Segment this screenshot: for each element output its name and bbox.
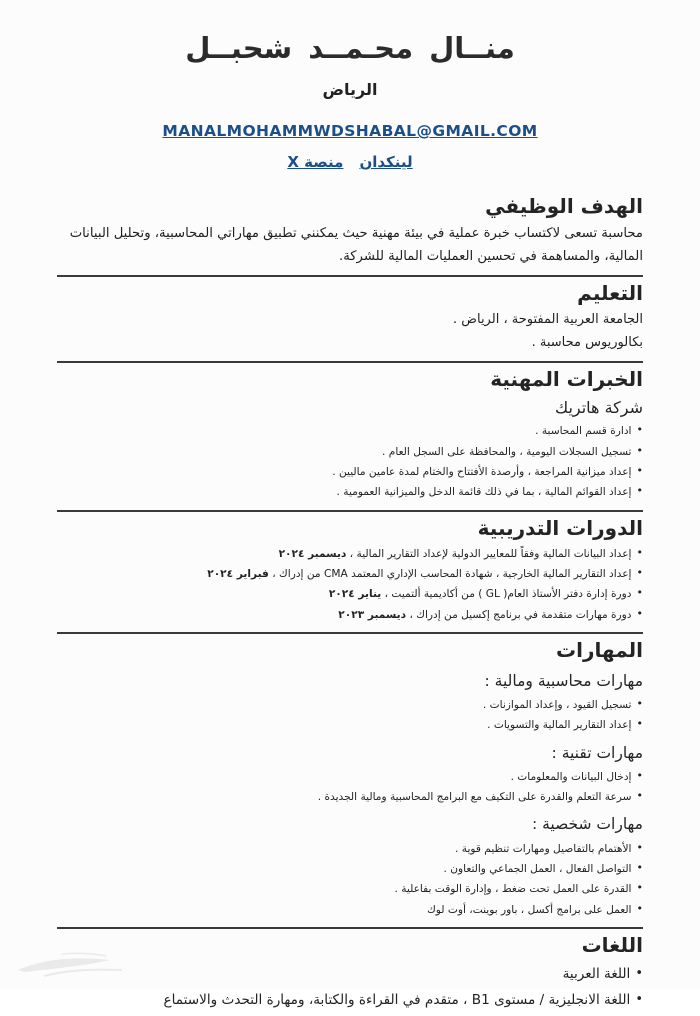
- list-item: [57, 787, 643, 807]
- courses-title: الدورات التدريبية: [477, 515, 643, 540]
- skills-title: المهارات: [556, 637, 643, 662]
- education-title: التعليم: [577, 281, 643, 306]
- bullet-dot-icon: •: [636, 606, 643, 620]
- section-divider: [57, 361, 643, 363]
- list-item-text: اللغة العربية: [562, 965, 631, 982]
- objective-title: الهدف الوظيفي: [485, 194, 643, 219]
- bullet-dot-icon: •: [636, 484, 643, 498]
- list-item-text: تسجيل السجلات اليومية ، والمحافظة على السجل العام .: [382, 445, 632, 458]
- course-item: [57, 544, 643, 564]
- page-title: منــال محـمــد شحبــل: [185, 31, 515, 65]
- skill-group-label: مهارات شخصية :: [531, 815, 643, 834]
- course-date: ديسمبر ٢٠٢٣: [338, 608, 407, 621]
- course-item: [57, 564, 643, 584]
- skills-groups: [57, 668, 643, 920]
- list-item-text: ادارة قسم المحاسبة .: [535, 425, 632, 438]
- list-item-text: تسجيل القيود ، وإعداد الموازنات .: [482, 698, 632, 711]
- list-item-text: إعداد القوائم المالية ، بما في ذلك قائمة الدخل والميزانية العمومية .: [336, 486, 632, 499]
- skill-group-label: مهارات محاسبية ومالية :: [484, 671, 643, 690]
- linkedin-link[interactable]: لينكدان: [359, 153, 413, 172]
- bullet-dot-icon: •: [636, 545, 643, 559]
- bullet-dot-icon: •: [636, 881, 643, 895]
- list-item: [57, 987, 643, 1014]
- languages-title: اللغات: [581, 932, 643, 957]
- course-text: دورة مهارات متقدمة في برنامج إكسيل من إدراك ،: [406, 608, 632, 621]
- list-item: [57, 767, 643, 787]
- section-objective: [57, 193, 643, 270]
- list-item: [57, 879, 643, 899]
- course-text: دورة إدارة دفتر الأستاذ العام( GL ) من أكاديمية ألتميت ،: [381, 588, 632, 601]
- x-platform-link[interactable]: منصة X: [287, 153, 344, 172]
- course-item: [57, 584, 643, 604]
- list-item-text: التواصل الفعال ، العمل الجماعي والتعاون .: [443, 862, 632, 875]
- bullet-dot-icon: •: [636, 840, 643, 854]
- section-divider: [57, 632, 643, 634]
- bullet-dot-icon: •: [635, 965, 643, 981]
- resume-header: [0, 0, 700, 171]
- email-link[interactable]: MANALMOHAMMWDSHABAL@GMAIL.COM: [162, 122, 538, 141]
- list-item-text: إعداد ميزانية المراجعة ، وأرصدة الأفتتاح والختام لمدة عامين ماليين .: [332, 465, 632, 478]
- bullet-dot-icon: •: [636, 565, 643, 579]
- list-item-text: الأهتمام بالتفاصيل ومهارات تنظيم قوية .: [455, 842, 632, 855]
- bullet-dot-icon: •: [636, 768, 643, 782]
- course-text: إعداد البيانات المالية وفقاً للمعايير الدولية لإعداد التقارير المالية ،: [346, 547, 632, 560]
- skill-group-label: مهارات تقنية :: [551, 743, 643, 762]
- email-line: [0, 121, 700, 140]
- bullet-dot-icon: •: [636, 860, 643, 874]
- list-item: [57, 421, 643, 441]
- list-item-text: القدرة على العمل تحت ضغط ، وإدارة الوقت بفاعلية .: [394, 883, 632, 896]
- bullet-dot-icon: •: [636, 463, 643, 477]
- bullet-dot-icon: •: [636, 423, 643, 437]
- city-label: الرياض: [322, 80, 378, 100]
- bullet-dot-icon: •: [636, 586, 643, 600]
- list-item: [57, 961, 643, 988]
- course-date: يناير ٢٠٢٤: [328, 588, 382, 601]
- bullet-dot-icon: •: [636, 443, 643, 457]
- list-item-text: العمل على برامج أكسل ، باور بوينت، أوت لوك: [427, 903, 632, 916]
- list-item: [57, 462, 643, 482]
- experience-company: شركة هاتريك: [554, 397, 643, 417]
- section-courses: [57, 515, 643, 627]
- bullet-dot-icon: •: [635, 992, 643, 1008]
- section-divider: [57, 510, 643, 512]
- resume-body: [57, 193, 643, 1016]
- course-item: [57, 605, 643, 625]
- list-item-text: سرعة التعلم والقدرة على التكيف مع البرامج المحاسبية ومالية الجديدة .: [317, 791, 632, 804]
- list-item: [57, 482, 643, 502]
- section-divider: [57, 927, 643, 929]
- section-divider: [57, 275, 643, 277]
- experience-title: الخبرات المهنية: [490, 366, 643, 391]
- list-item-text: إدخال البيانات والمعلومات .: [510, 770, 632, 783]
- courses-bullet-list: [57, 544, 643, 625]
- bullet-dot-icon: •: [636, 696, 643, 710]
- skill-group-bullet-list: [57, 839, 643, 920]
- list-item: [57, 900, 643, 920]
- education-degree: بكالوريوس محاسبة .: [531, 334, 643, 350]
- bullet-dot-icon: •: [636, 717, 643, 731]
- education-institution: الجامعة العربية المفتوحة ، الرياض .: [453, 312, 643, 328]
- bullet-dot-icon: •: [636, 789, 643, 803]
- social-links: [0, 153, 700, 171]
- list-item-text: إعداد التقارير المالية والتسويات .: [487, 719, 632, 732]
- skill-group-bullet-list: [57, 695, 643, 736]
- section-education: [57, 280, 643, 355]
- languages-bullet-list: [57, 961, 643, 1014]
- section-experience: [57, 366, 643, 505]
- list-item: [57, 859, 643, 879]
- objective-text: محاسبة تسعى لاكتساب خبرة عملية في بيئة مهنية حيث يمكنني تطبيق مهاراتي المحاسبية، وتحليل البيانات المالية، والمساهمة في تحسين العمليات المالية للشركة.: [69, 226, 643, 265]
- list-item: [57, 839, 643, 859]
- course-date: فبراير ٢٠٢٤: [207, 567, 269, 580]
- section-skills: [57, 637, 643, 922]
- bullet-dot-icon: •: [636, 901, 643, 915]
- section-languages: [57, 932, 643, 1016]
- list-item-text: اللغة الانجليزية / مستوى B1 ، متقدم في القراءة والكتابة، ومهارة التحدث والاستماع: [163, 992, 631, 1009]
- experience-bullet-list: [57, 421, 643, 502]
- skill-group-bullet-list: [57, 767, 643, 808]
- list-item: [57, 442, 643, 462]
- list-item: [57, 715, 643, 735]
- course-date: ديسمبر ٢٠٢٤: [278, 547, 347, 560]
- course-text: إعداد التقارير المالية الخارجية ، شهادة المحاسب الإداري المعتمد CMA من إدراك ،: [268, 567, 632, 580]
- list-item: [57, 695, 643, 715]
